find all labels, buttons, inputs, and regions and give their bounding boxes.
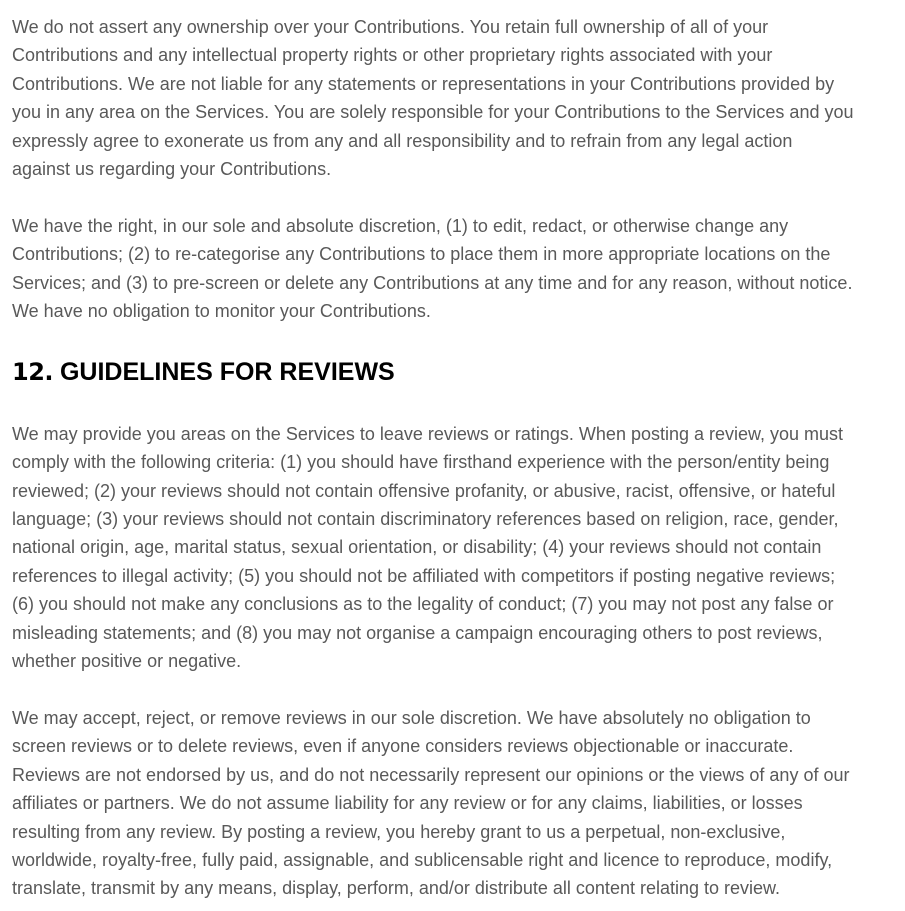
text-line: Contributions. We are not liable for any statements or representations in your Contributions provided by	[12, 73, 835, 94]
paragraphs-after	[12, 420, 905, 903]
text-line: worldwide, royalty-free, fully paid, assignable, and sublicensable right and licence to reproduce, modify,	[12, 849, 833, 870]
paragraphs-before	[12, 13, 905, 325]
text-line: screen reviews or to delete reviews, even if anyone considers reviews objectionable or inaccurate.	[12, 736, 794, 757]
paragraph	[12, 704, 905, 903]
text-line: affiliates or partners. We do not assume liability for any review or for any claims, liabilities, or losses	[12, 793, 803, 814]
text-line: reviewed; (2) your reviews should not contain offensive profanity, or abusive, racist, offensive, or hateful	[12, 480, 836, 501]
text-line: references to illegal activity; (5) you should not be affiliated with competitors if posting negative reviews;	[12, 565, 836, 586]
text-line: We do not assert any ownership over your Contributions. You retain full ownership of all of your	[12, 17, 769, 37]
text-line: Contributions and any intellectual property rights or other proprietary rights associated with your	[12, 45, 773, 66]
text-line: expressly agree to exonerate us from any and all responsibility and to refrain from any legal action	[12, 130, 793, 151]
text-line: national origin, age, marital status, sexual orientation, or disability; (4) your reviews should not contain	[12, 537, 822, 558]
text-line: resulting from any review. By posting a review, you hereby grant to us a perpetual, non-exclusive,	[12, 821, 786, 842]
section-number: 12.	[12, 357, 54, 386]
text-line: against us regarding your Contributions.	[12, 159, 332, 180]
text-line: We may accept, reject, or remove reviews in our sole discretion. We have absolutely no obligation to	[12, 707, 811, 728]
paragraph	[12, 212, 905, 326]
text-line: whether positive or negative.	[12, 651, 242, 672]
text-line: We may provide you areas on the Services to leave reviews or ratings. When posting a review, you must	[12, 423, 844, 444]
text-line: translate, transmit by any means, display, perform, and/or distribute all content relating to review.	[12, 878, 781, 899]
text-line: comply with the following criteria: (1) you should have firsthand experience with the person/entity being	[12, 452, 830, 473]
text-line: Reviews are not endorsed by us, and do not necessarily represent our opinions or the views of any of our	[12, 764, 850, 785]
text-line: Contributions; (2) to re-categorise any Contributions to place them in more appropriate locations on the	[12, 244, 831, 265]
text-line: you in any area on the Services. You are solely responsible for your Contributions to the Services and you	[12, 102, 854, 123]
text-line: language; (3) your reviews should not contain discriminatory references based on religion, race, gender,	[12, 509, 839, 530]
section-heading	[12, 352, 905, 392]
text-line: We have the right, in our sole and absolute discretion, (1) to edit, redact, or otherwise change any	[12, 215, 789, 236]
text-line: (6) you should not make any conclusions as to the legality of conduct; (7) you may not post any false or	[12, 594, 834, 615]
paragraph	[12, 13, 905, 183]
text-line: Services; and (3) to pre-screen or delete any Contributions at any time and for any reason, without notice.	[12, 272, 853, 293]
section-title: GUIDELINES FOR REVIEWS	[59, 357, 395, 386]
text-line: We have no obligation to monitor your Contributions.	[12, 301, 431, 322]
paragraph	[12, 420, 905, 676]
text-line: misleading statements; and (8) you may not organise a campaign encouraging others to post reviews,	[12, 622, 823, 643]
